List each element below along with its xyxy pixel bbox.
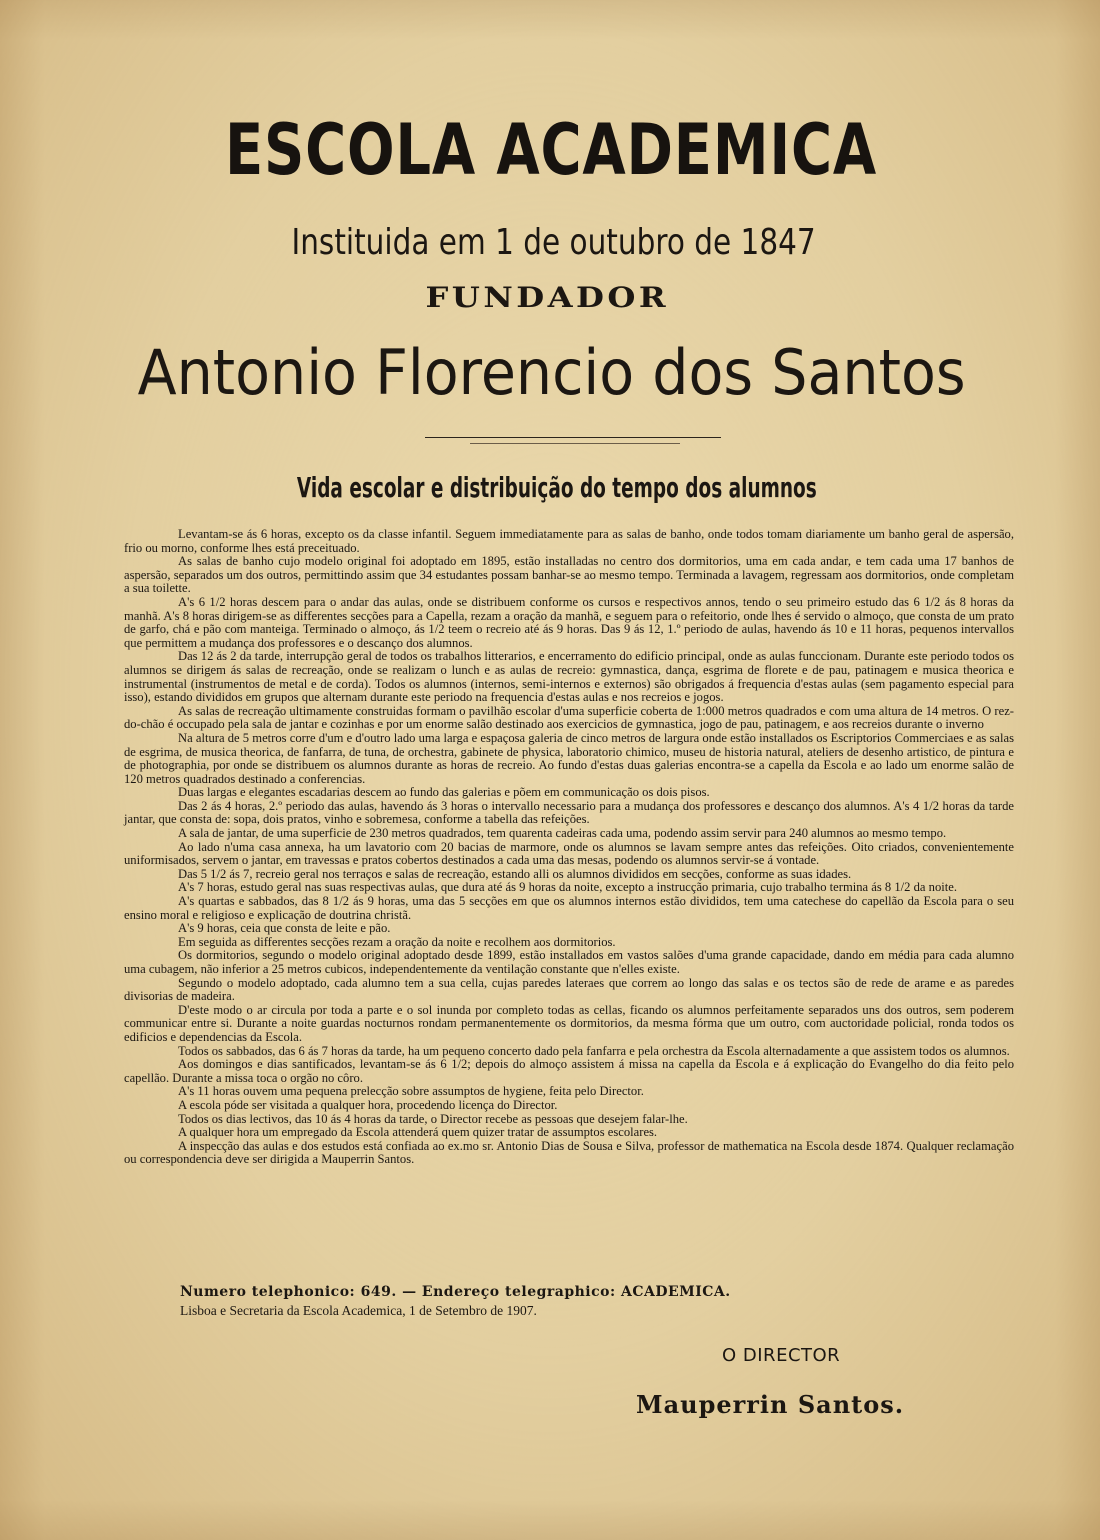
paragraph: Das 5 1/2 ás 7, recreio geral nos terraços e salas de recreação, estando alli os alumnos divididos em secções, conforme as suas idades. — [178, 866, 852, 881]
paragraph: As salas de recreação ultimamente construidas formam o pavilhão escolar d'uma superficie coberta de 1:000 metros quadrados e com uma altura de 14 metros. O rez-do-chão é occupado pela sala de jantar e cozinhas e por um enorme salão destinado aos exercicios de gymnastica, jogo de pau, patinagem, e aos recreios durante o inverno — [124, 703, 1014, 732]
schedule-text — [124, 528, 1014, 1167]
paragraph: A escola póde ser visitada a qualquer hora, procedendo licença do Director. — [178, 1097, 558, 1112]
paragraph: Os dormitorios, segundo o modelo original adoptado desde 1899, estão installados em vastos salões d'uma grande capacidade, dando em média para cada alumno uma cubagem, não inferior a 25 metros cubicos, independentemente da ventilação constante que n'elles existe. — [124, 948, 1014, 976]
paragraph: As salas de banho cujo modelo original foi adoptado em 1895, estão installadas no centro dos dormitorios, uma em cada andar, e tem cada uma 17 banhos de aspersão, separados um dos outros, permittindo assim que 34 estudantes possam banhar-se ao mesmo tempo. Terminada a lavagem, regressam aos dormitorios, onde completam a sua toilette. — [124, 554, 1014, 596]
school-title: ESCOLA ACADEMICA — [224, 109, 878, 191]
divider-rule — [425, 437, 721, 438]
paragraph: Em seguida as differentes secções rezam a oração da noite e recolhem aos dormitorios. — [178, 934, 616, 949]
director-signature: Mauperrin Santos. — [636, 1390, 905, 1419]
paragraph: Ao lado n'uma casa annexa, ha um lavatorio com 20 bacias de marmore, onde os alumnos se lavam sempre antes das refeições. Oito criados, convenientemente uniformisados, servem o jantar, em travessas e pratos cobertos destinados a cada uma das mesas, podendo os alumnos servir-se á vontade. — [124, 839, 1014, 868]
director-title: O DIRECTOR — [722, 1345, 841, 1366]
paragraph: A's 7 horas, estudo geral nas suas respectivas aulas, que dura até ás 9 horas da noite, excepto a instrucção primaria, cujo trabalho termina ás 8 1/2 da noite. — [178, 880, 957, 895]
paragraph: Das 2 ás 4 horas, 2.º periodo das aulas, havendo ás 3 horas o intervallo necessario para a mudança dos professores e descanço dos alumnos. A's 4 1/2 horas da tarde jantar, que consta de: sopa, dois pratos, vinho e sobremesa, conforme a tabella das refeições. — [124, 798, 1014, 827]
paragraph: A's quartas e sabbados, das 8 1/2 ás 9 horas, uma das 5 secções em que os alumnos internos estão divididos, tem uma catechese do capellão da Escola para o seu ensino moral e religioso e explicação de doutrina christã. — [124, 894, 1014, 922]
paragraph: Todos os dias lectivos, das 10 ás 4 horas da tarde, o Director recebe as pessoas que desejem falar-lhe. — [178, 1111, 688, 1126]
paragraph: Todos os sabbados, das 6 ás 7 horas da tarde, ha um pequeno concerto dado pela fanfarra e pela orchestra da Escola alternadamente a que assistem todos os alumnos. — [178, 1043, 1010, 1058]
dateline: Lisboa e Secretaria da Escola Academica, 1 de Setembro de 1907. — [180, 1303, 537, 1318]
paragraph: A's 9 horas, ceia que consta de leite e pão. — [178, 921, 391, 936]
paragraph: A qualquer hora um empregado da Escola attenderá quem quizer tratar de assumptos escolares. — [178, 1125, 658, 1140]
paragraph: A sala de jantar, de uma superficie de 230 metros quadrados, tem quarenta cadeiras cada uma, podendo assim servir para 240 alumnos ao mesmo tempo. — [178, 826, 947, 841]
paragraph: Levantam-se ás 6 horas, excepto os da classe infantil. Seguem immediatamente para as salas de banho, onde todos tomam diariamente um banho geral de aspersão, frio ou morno, conforme lhes está preceituado. — [124, 527, 1014, 555]
paragraph: Das 12 ás 2 da tarde, interrupção geral de todos os trabalhos litterarios, e encerramento do edificio principal, onde as aulas funccionam. Durante este periodo todos os alumnos se dirigem ás salas de recreação, onde se realizam o lunch e as aulas de recreio: gymnastica, dança, esgrima de florete e de pau, patinagem e musica theorica e instrumental (instrumentos de metal e de corda). Todos os alumnos (internos, semi-internos e externos) são obrigados á frequencia d'estas aulas (sem pagamento especial para isso), estando divididos em grupos que alternam durante este periodo na frequencia d'estas aulas e nos recreios e jogos. — [124, 649, 1014, 705]
paragraph: A's 11 horas ouvem uma pequena prelecção sobre assumptos de hygiene, feita pelo Director. — [178, 1084, 644, 1099]
founding-date: Instituida em 1 de outubro de 1847 — [291, 222, 816, 263]
paragraph: D'este modo o ar circula por toda a parte e o sol inunda por completo todas as cellas, ficando os alumnos perfeitamente separados uns dos outros, sem poderem communicar entre si. Durante a noite guardas nocturnos rondam permanentemente os dormitorios, da mesma fórma que um outro, com auctoridade policial, ronda todos os edificios e dependencias da Escola. — [124, 1002, 1014, 1044]
founder-name: Antonio Florencio dos Santos — [137, 336, 966, 409]
paragraph: Segundo o modelo adoptado, cada alumno tem a sua cella, cujas paredes lateraes que correm ao longo das salas e os tectos são de rede de arame e as paredes divisorias de madeira. — [124, 975, 1014, 1004]
paragraph: A's 6 1/2 horas descem para o andar das aulas, onde se distribuem conforme os cursos e respectivos annos, tendo o seu primeiro estudo das 6 1/2 ás 8 horas da manhã. A's 8 horas dirigem-se as differentes secções para a Capella, rezam a oração da manhã, e seguem para o refeitorio, onde lhes é servido o almoço, que consta de um prato de garfo, chá e pão com manteiga. Terminado o almoço, ás 1/2 teem o recreio até ás 9 horas. Das 9 ás 12, 1.º periodo de aulas, havendo ás 10 e 11 horas, pequenos intervallos que permittem a mudança dos professores e o descanço dos alumnos. — [124, 594, 1014, 650]
paragraph: Na altura de 5 metros corre d'um e d'outro lado uma larga e espaçosa galeria de cinco metros de largura onde estão installados os Escriptorios Commerciaes e as salas de esgrima, de musica theorica, de fanfarra, de tuna, de orchestra, gabinete de physica, laboratorio chimico, museu de historia natural, ateliers de desenho artistico, de pintura e de photographia, por onde se distribuem os alumnos durante as horas de recreio. Ao fundo d'estas duas galerias encontra-se a capella da Escola e ao lado um enorme salão de 120 metros quadrados destinado a conferencias. — [124, 730, 1014, 786]
paragraph: Duas largas e elegantes escadarias descem ao fundo das galerias e põem em communicação os dois pisos. — [178, 785, 710, 800]
paragraph: Aos domingos e dias santificados, levantam-se ás 6 1/2; depois do almoço assistem á missa na capella da Escola e á explicação do Evangelho do dia feito pelo capellão. Durante a missa toca o orgão no côro. — [124, 1057, 1014, 1085]
section-heading: Vida escolar e distribuição do tempo dos alumnos — [296, 471, 817, 504]
divider-rule-thin — [470, 443, 680, 444]
paragraph: A inspecção das aulas e dos estudos está confiada ao ex.mo sr. Antonio Dias de Sousa e Silva, professor de mathematica na Escola desde 1874. Qualquer reclamação ou correspondencia deve ser dirigida a Mauperrin Santos. — [124, 1138, 1014, 1167]
founder-label: FUNDADOR — [425, 281, 670, 314]
contact-line: Numero telephonico: 649. — Endereço telegraphico: ACADEMICA. — [180, 1284, 731, 1300]
